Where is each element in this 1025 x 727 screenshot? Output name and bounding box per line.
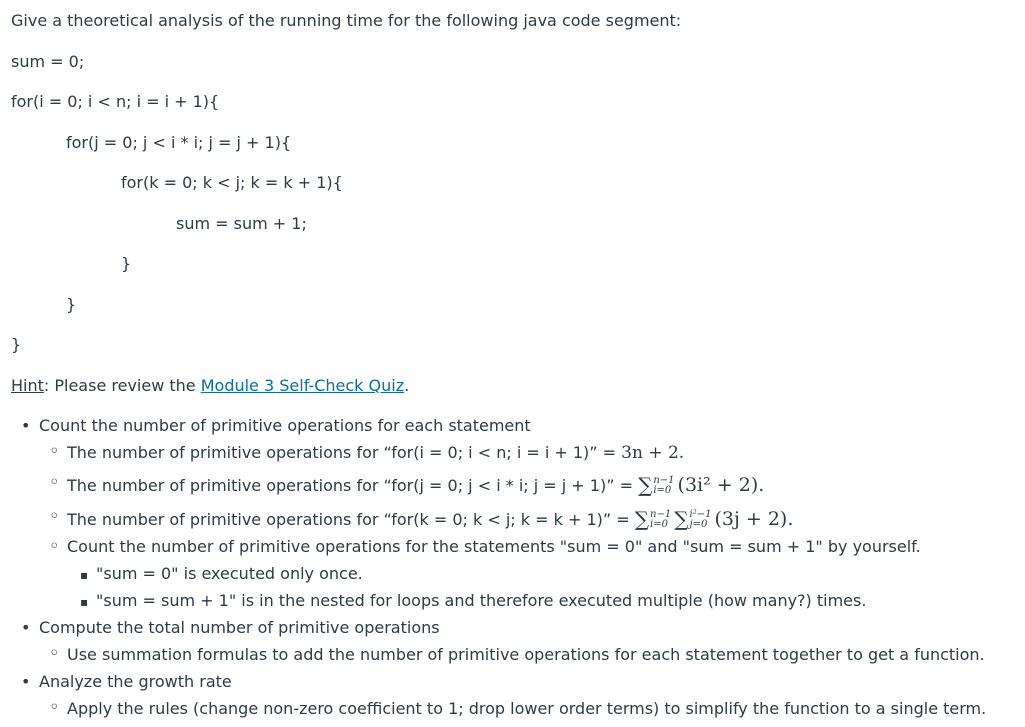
- bullet-disc-icon: [21, 672, 30, 692]
- bullet-circle-icon: [49, 698, 60, 718]
- sigma-icon: ∑: [638, 473, 653, 497]
- hint-end: .: [404, 376, 410, 395]
- sum-lower-limit-i: i=0: [653, 484, 672, 496]
- sum-upper-limit-i: n−1: [653, 474, 675, 486]
- sum-upper-limit-j: i²−1: [689, 508, 712, 520]
- for-j-ops-text: The number of primitive operations for “for(j = 0; j < i * i; j = j + 1)” =: [67, 476, 639, 495]
- bullet-circle-icon: [49, 537, 60, 557]
- sum-limits-i: [650, 510, 671, 530]
- module-3-quiz-link[interactable]: Module 3 Self-Check Quiz: [200, 376, 405, 395]
- code-close-brace-i: }: [11, 335, 22, 354]
- for-j-ops-formula: (3i² + 2).: [677, 474, 765, 496]
- sum-upper-limit-i: n−1: [650, 508, 672, 520]
- sum-lower-limit-j: j=0: [689, 518, 708, 530]
- sum-limits-j: [690, 510, 712, 530]
- list-item-for-i-ops: [67, 443, 684, 463]
- list-item-analyze-growth: Analyze the growth rate: [39, 672, 232, 691]
- code-close-brace-k: }: [121, 254, 132, 273]
- for-i-ops-text: The number of primitive operations for “for(i = 0; i < n; i = i + 1)” =: [67, 443, 622, 462]
- bullet-disc-icon: [21, 416, 30, 436]
- sum-lower-limit-i: i=0: [650, 518, 668, 530]
- code-line-for-k: for(k = 0; k < j; k = k + 1){: [121, 173, 343, 192]
- list-item-for-j-ops: [67, 474, 764, 497]
- hint-text: : Please review the: [43, 376, 201, 395]
- bullet-disc-icon: [21, 618, 30, 638]
- sigma-icon: ∑: [634, 507, 650, 531]
- list-item-apply-rules: Apply the rules (change non-zero coefficient to 1; drop lower order terms) to simplify the function to a single term.: [67, 699, 987, 718]
- code-line-sum-init: sum = 0;: [11, 52, 85, 71]
- list-item-compute-total: Compute the total number of primitive operations: [39, 618, 440, 637]
- bullet-circle-icon: [49, 442, 60, 462]
- sum-limits-i: [653, 476, 674, 496]
- hint-paragraph: [11, 376, 409, 396]
- code-close-brace-j: }: [66, 295, 77, 314]
- for-i-ops-formula: 3n + 2.: [621, 443, 685, 463]
- list-item-count-operations: Count the number of primitive operations for each statement: [39, 416, 531, 435]
- list-item-for-k-ops: [67, 508, 793, 531]
- for-k-ops-text: The number of primitive operations for “for(k = 0; k < j; k = k + 1)” =: [67, 510, 635, 529]
- hint-label: Hint: [11, 376, 44, 395]
- code-line-for-i: for(i = 0; i < n; i = i + 1){: [11, 92, 220, 111]
- bullet-circle-icon: [49, 473, 60, 493]
- list-item-sum-increment-multiple: "sum = sum + 1" is in the nested for loops and therefore executed multiple (how many?) times.: [96, 591, 867, 610]
- list-item-sum-init-once: "sum = 0" is executed only once.: [96, 564, 363, 583]
- list-item-summation-formulas: Use summation formulas to add the number of primitive operations for each statement together to get a function.: [67, 645, 985, 664]
- bullet-square-icon: [80, 564, 88, 585]
- list-item-count-sum-statements: Count the number of primitive operations for the statements "sum = 0" and "sum = sum + 1" by yourself.: [67, 537, 921, 556]
- bullet-square-icon: [80, 591, 88, 612]
- code-line-sum-increment: sum = sum + 1;: [176, 214, 307, 233]
- code-line-for-j: for(j = 0; j < i * i; j = j + 1){: [66, 133, 292, 152]
- sigma-icon: ∑: [674, 507, 689, 531]
- bullet-circle-icon: [49, 644, 60, 664]
- for-k-ops-formula: (3j + 2).: [714, 508, 794, 530]
- bullet-circle-icon: [49, 507, 60, 527]
- question-text: Give a theoretical analysis of the running time for the following java code segment:: [11, 11, 682, 30]
